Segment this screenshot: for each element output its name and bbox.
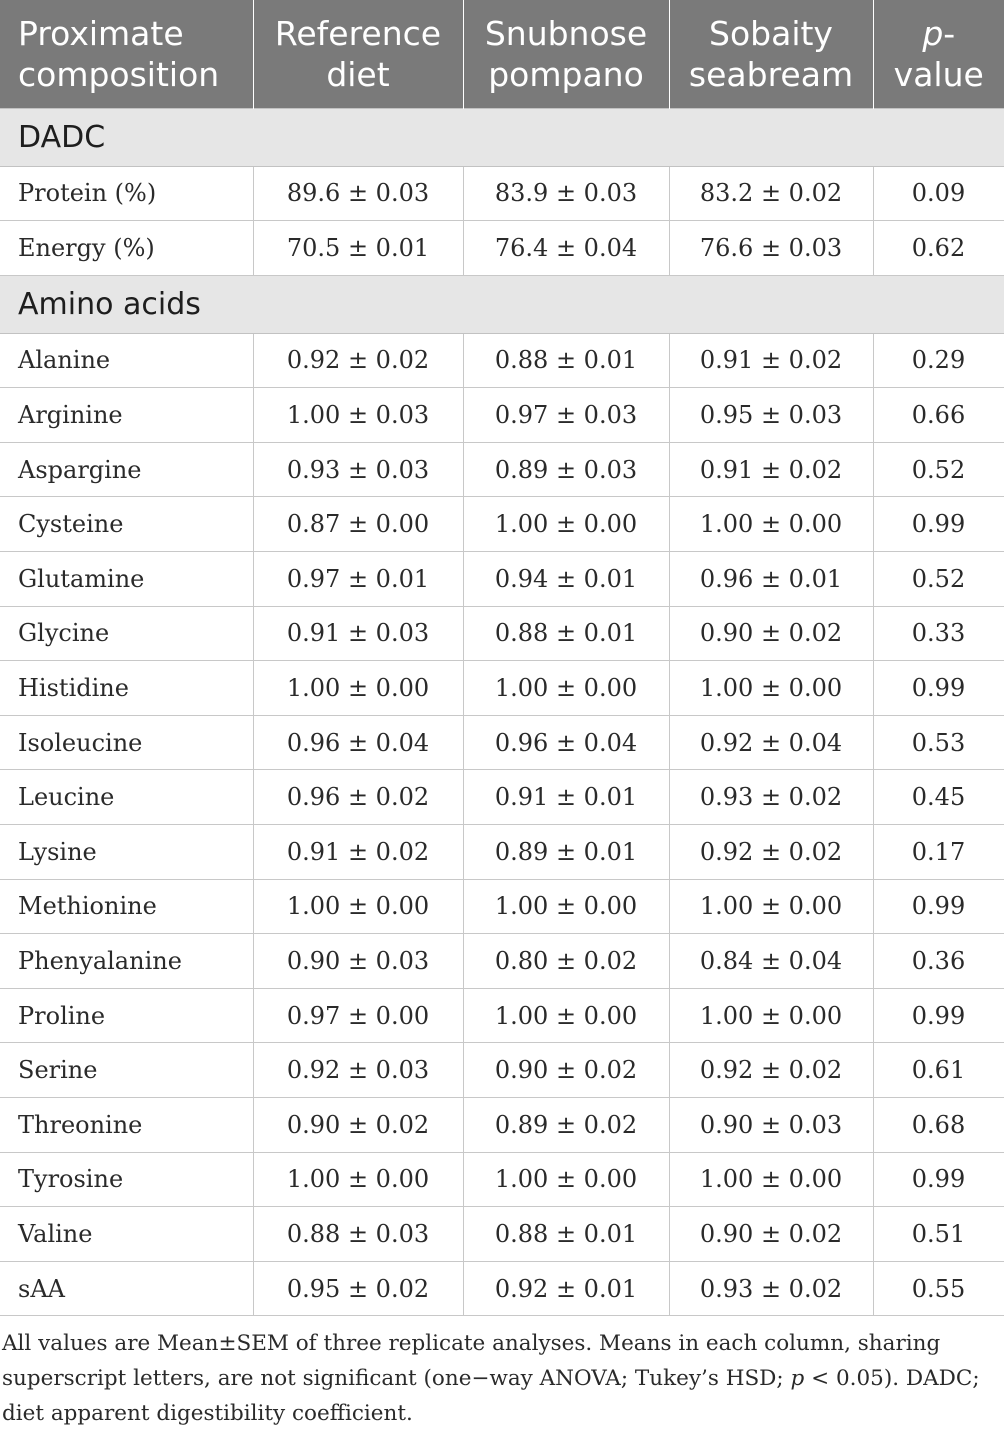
cell-nutrient: Valine — [0, 1207, 253, 1262]
table-row — [0, 552, 1004, 607]
cell-snubnose-pompano: 1.00 ± 0.00 — [463, 661, 669, 716]
cell-p-value: 0.17 — [873, 825, 1004, 880]
table-row — [0, 606, 1004, 661]
cell-snubnose-pompano: 0.88 ± 0.01 — [463, 606, 669, 661]
cell-reference-diet: 0.97 ± 0.00 — [253, 988, 463, 1043]
header-reference-diet: Reference diet — [253, 0, 463, 108]
cell-p-value: 0.68 — [873, 1098, 1004, 1153]
cell-p-value: 0.29 — [873, 333, 1004, 388]
table-row — [0, 497, 1004, 552]
cell-nutrient: Methionine — [0, 879, 253, 934]
cell-reference-diet: 0.97 ± 0.01 — [253, 552, 463, 607]
table-row — [0, 1207, 1004, 1262]
table-row — [0, 715, 1004, 770]
table-row — [0, 1098, 1004, 1153]
cell-reference-diet: 1.00 ± 0.00 — [253, 1152, 463, 1207]
cell-reference-diet: 1.00 ± 0.00 — [253, 661, 463, 716]
cell-nutrient: Cysteine — [0, 497, 253, 552]
cell-p-value: 0.52 — [873, 552, 1004, 607]
cell-sobaity-seabream: 0.91 ± 0.02 — [669, 333, 873, 388]
cell-nutrient: sAA — [0, 1261, 253, 1316]
cell-nutrient: Energy (%) — [0, 221, 253, 276]
cell-sobaity-seabream: 0.90 ± 0.02 — [669, 1207, 873, 1262]
cell-sobaity-seabream: 1.00 ± 0.00 — [669, 661, 873, 716]
cell-snubnose-pompano: 76.4 ± 0.04 — [463, 221, 669, 276]
cell-snubnose-pompano: 0.97 ± 0.03 — [463, 388, 669, 443]
cell-nutrient: Arginine — [0, 388, 253, 443]
table-row — [0, 879, 1004, 934]
cell-sobaity-seabream: 0.90 ± 0.03 — [669, 1098, 873, 1153]
cell-nutrient: Aspargine — [0, 442, 253, 497]
cell-p-value: 0.55 — [873, 1261, 1004, 1316]
table-footnote: All values are Mean±SEM of three replicate analyses. Means in each column, sharing superscript letters, are not significant (one−way ANOVA; Tukey’s HSD; p < 0.05). DADC; diet apparent digestibility coefficient. — [2, 1331, 980, 1426]
cell-sobaity-seabream: 1.00 ± 0.00 — [669, 1152, 873, 1207]
cell-p-value: 0.66 — [873, 388, 1004, 443]
cell-p-value: 0.61 — [873, 1043, 1004, 1098]
table-row — [0, 661, 1004, 716]
cell-nutrient: Isoleucine — [0, 715, 253, 770]
cell-reference-diet: 0.90 ± 0.03 — [253, 934, 463, 989]
cell-p-value: 0.99 — [873, 988, 1004, 1043]
cell-sobaity-seabream: 0.93 ± 0.02 — [669, 770, 873, 825]
cell-reference-diet: 0.87 ± 0.00 — [253, 497, 463, 552]
table-row — [0, 221, 1004, 276]
cell-sobaity-seabream: 76.6 ± 0.03 — [669, 221, 873, 276]
header-sobaity-seabream: Sobaity seabream — [669, 0, 873, 108]
cell-p-value: 0.99 — [873, 661, 1004, 716]
section-row — [0, 108, 1004, 166]
cell-p-value: 0.99 — [873, 879, 1004, 934]
cell-snubnose-pompano: 1.00 ± 0.00 — [463, 497, 669, 552]
table-row — [0, 333, 1004, 388]
cell-sobaity-seabream: 0.92 ± 0.02 — [669, 825, 873, 880]
cell-snubnose-pompano: 83.9 ± 0.03 — [463, 166, 669, 221]
cell-snubnose-pompano: 0.94 ± 0.01 — [463, 552, 669, 607]
cell-nutrient: Serine — [0, 1043, 253, 1098]
header-snubnose-pompano: Snubnose pompano — [463, 0, 669, 108]
section-title: DADC — [0, 108, 1004, 166]
cell-nutrient: Leucine — [0, 770, 253, 825]
cell-p-value: 0.09 — [873, 166, 1004, 221]
table-row — [0, 388, 1004, 443]
cell-sobaity-seabream: 1.00 ± 0.00 — [669, 879, 873, 934]
cell-nutrient: Glutamine — [0, 552, 253, 607]
cell-sobaity-seabream: 0.95 ± 0.03 — [669, 388, 873, 443]
table-row — [0, 442, 1004, 497]
cell-snubnose-pompano: 0.80 ± 0.02 — [463, 934, 669, 989]
cell-sobaity-seabream: 0.84 ± 0.04 — [669, 934, 873, 989]
cell-reference-diet: 0.95 ± 0.02 — [253, 1261, 463, 1316]
cell-sobaity-seabream: 0.93 ± 0.02 — [669, 1261, 873, 1316]
cell-p-value: 0.52 — [873, 442, 1004, 497]
cell-nutrient: Protein (%) — [0, 166, 253, 221]
cell-reference-diet: 70.5 ± 0.01 — [253, 221, 463, 276]
cell-sobaity-seabream: 0.92 ± 0.02 — [669, 1043, 873, 1098]
cell-sobaity-seabream: 1.00 ± 0.00 — [669, 988, 873, 1043]
cell-reference-diet: 0.93 ± 0.03 — [253, 442, 463, 497]
table-row — [0, 770, 1004, 825]
cell-sobaity-seabream: 0.96 ± 0.01 — [669, 552, 873, 607]
cell-p-value: 0.45 — [873, 770, 1004, 825]
cell-reference-diet: 0.96 ± 0.04 — [253, 715, 463, 770]
cell-reference-diet: 0.91 ± 0.03 — [253, 606, 463, 661]
cell-sobaity-seabream: 1.00 ± 0.00 — [669, 497, 873, 552]
table-row — [0, 825, 1004, 880]
cell-p-value: 0.99 — [873, 497, 1004, 552]
cell-reference-diet: 0.88 ± 0.03 — [253, 1207, 463, 1262]
cell-snubnose-pompano: 0.89 ± 0.01 — [463, 825, 669, 880]
cell-nutrient: Glycine — [0, 606, 253, 661]
cell-nutrient: Lysine — [0, 825, 253, 880]
cell-snubnose-pompano: 0.88 ± 0.01 — [463, 333, 669, 388]
cell-sobaity-seabream: 0.90 ± 0.02 — [669, 606, 873, 661]
cell-sobaity-seabream: 0.91 ± 0.02 — [669, 442, 873, 497]
cell-nutrient: Tyrosine — [0, 1152, 253, 1207]
cell-sobaity-seabream: 83.2 ± 0.02 — [669, 166, 873, 221]
cell-reference-diet: 0.90 ± 0.02 — [253, 1098, 463, 1153]
cell-reference-diet: 1.00 ± 0.00 — [253, 879, 463, 934]
cell-p-value: 0.33 — [873, 606, 1004, 661]
cell-snubnose-pompano: 0.89 ± 0.03 — [463, 442, 669, 497]
table-row — [0, 1261, 1004, 1316]
header-proximate-composition: Proximate composition — [0, 0, 253, 108]
cell-reference-diet: 1.00 ± 0.03 — [253, 388, 463, 443]
cell-snubnose-pompano: 0.91 ± 0.01 — [463, 770, 669, 825]
cell-sobaity-seabream: 0.92 ± 0.04 — [669, 715, 873, 770]
cell-snubnose-pompano: 1.00 ± 0.00 — [463, 988, 669, 1043]
cell-p-value: 0.53 — [873, 715, 1004, 770]
table-row — [0, 1043, 1004, 1098]
table-row — [0, 1152, 1004, 1207]
cell-snubnose-pompano: 0.89 ± 0.02 — [463, 1098, 669, 1153]
cell-snubnose-pompano: 1.00 ± 0.00 — [463, 879, 669, 934]
header-p-value: p- value — [873, 0, 1004, 108]
cell-reference-diet: 0.92 ± 0.03 — [253, 1043, 463, 1098]
cell-reference-diet: 0.96 ± 0.02 — [253, 770, 463, 825]
table-row — [0, 934, 1004, 989]
cell-nutrient: Threonine — [0, 1098, 253, 1153]
section-row — [0, 275, 1004, 333]
cell-nutrient: Histidine — [0, 661, 253, 716]
table-row — [0, 166, 1004, 221]
cell-reference-diet: 0.92 ± 0.02 — [253, 333, 463, 388]
cell-snubnose-pompano: 1.00 ± 0.00 — [463, 1152, 669, 1207]
cell-snubnose-pompano: 0.90 ± 0.02 — [463, 1043, 669, 1098]
cell-nutrient: Proline — [0, 988, 253, 1043]
section-title: Amino acids — [0, 275, 1004, 333]
cell-snubnose-pompano: 0.96 ± 0.04 — [463, 715, 669, 770]
cell-nutrient: Phenyalanine — [0, 934, 253, 989]
cell-p-value: 0.36 — [873, 934, 1004, 989]
table-header — [0, 0, 1004, 108]
cell-nutrient: Alanine — [0, 333, 253, 388]
table-row — [0, 988, 1004, 1043]
cell-p-value: 0.62 — [873, 221, 1004, 276]
cell-p-value: 0.51 — [873, 1207, 1004, 1262]
cell-snubnose-pompano: 0.92 ± 0.01 — [463, 1261, 669, 1316]
cell-snubnose-pompano: 0.88 ± 0.01 — [463, 1207, 669, 1262]
cell-reference-diet: 89.6 ± 0.03 — [253, 166, 463, 221]
table-body — [0, 108, 1004, 1316]
cell-p-value: 0.99 — [873, 1152, 1004, 1207]
cell-reference-diet: 0.91 ± 0.02 — [253, 825, 463, 880]
